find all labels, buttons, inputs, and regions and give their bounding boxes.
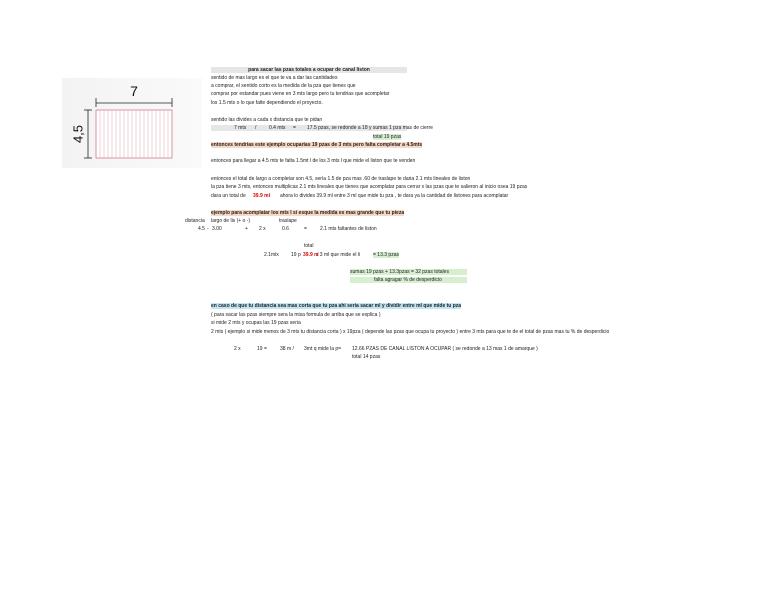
label-largo: largo de lis (+ o -) bbox=[211, 218, 251, 224]
line-11: la pza tiene 3 mts, entonces multiplicas 2.1 mts lineales que tienes que acomplatar para cerrar x las pzas que te salieron al inicio osea 19 pzas bbox=[211, 184, 528, 190]
ex-38: 38 m / bbox=[280, 346, 294, 352]
calc-result: 17.5 pzas, se redonde a 18 y sumas 1 pza mas de cierre bbox=[307, 125, 433, 131]
ex-result: 12.66 PZAS DE CANAL LISTON A OCUPAR ( se redonde a 13 mas 1 de amarque ) bbox=[352, 346, 538, 352]
line-12a: dara un total de bbox=[211, 193, 246, 199]
line-9: entonces para llegar a 4.5 mts te falta 1.5mt l de los 3 mts l que mide el liston que te venden bbox=[211, 158, 416, 164]
line-21: ( para sacar las pzas siempre sera la misa formula de arriba que se explica ) bbox=[211, 312, 381, 318]
calc-spacing: 0.4 mts bbox=[269, 125, 286, 131]
sum-line: sumas 19 pzas + 13.3pzas = 32 pzas totales bbox=[350, 269, 467, 275]
ex-3mt: 3mt q mide la p= bbox=[304, 346, 342, 352]
val-traslape: 0.6 bbox=[282, 226, 289, 232]
line-23: 2 mts ( ejemplo si mide menos de 3 mts tu distancia corta ) x 19pza ( depende las pzas que ocupa tu proyecto ) entre 3 mts para que te de el total de pzas mas tu % de desperdicio bbox=[211, 329, 610, 335]
calc-div: / bbox=[255, 125, 257, 131]
calc-divide: / 3 ml que mide el li bbox=[317, 252, 361, 258]
line-13: ejemplo para acomplatar los mts l si esque la medida es mas grande que tu pieza bbox=[211, 210, 405, 216]
label-total: total bbox=[304, 243, 314, 249]
line-4: los 1.5 mts o lo que falte dependiendo el proyecto. bbox=[211, 100, 323, 106]
op-plus: + bbox=[245, 226, 248, 232]
line-10: entonces el total de largo a completar son 4.5, serìa 1.5 de pza mas .60 de traslape te daria 2.1 mts lineales de liston bbox=[211, 176, 471, 182]
line-22: si mide 2 mts y ocupas las 19 pzas seria bbox=[211, 320, 301, 326]
line-2: a comprar, el sentido corto es la medida de la pza que tienes que bbox=[211, 83, 356, 89]
label-distancia: distancia bbox=[185, 218, 205, 224]
line-1: sentido de mas largo es el que te va a dar las cantidades bbox=[211, 75, 338, 81]
calc-length: 7 mts bbox=[234, 125, 247, 131]
line-3: comprar por estandar pues viene en 3 mts largo pero tu tendrias que acompletar bbox=[211, 91, 390, 97]
panel-diagram bbox=[62, 78, 202, 168]
total-19: total 19 pzas bbox=[373, 134, 402, 140]
val-faltante: 2.1 mts faltantes de liston bbox=[320, 226, 377, 232]
line-8: entonces tendrias este ejemplo ocuparias 19 pzas de 3 mts pero falta completar a 4.5mts bbox=[211, 142, 423, 148]
width-label: 7 bbox=[130, 83, 138, 99]
val-largo: 3.00 bbox=[212, 226, 222, 232]
title: para sacar las pzas totales a ocupar de canal liston bbox=[211, 67, 407, 73]
calc-eq: = bbox=[293, 125, 296, 131]
line-12c: ahora lo divides 39.9 ml entre 3 ml que mide tu pza , te dara ya la cantidad de listones para acomplatar bbox=[280, 193, 509, 199]
ex-2x: 2 x bbox=[234, 346, 241, 352]
waste-note: falta agragar % de desperdicio bbox=[350, 277, 467, 283]
op-eq: = bbox=[304, 226, 307, 232]
line-12b: 39.9 ml bbox=[253, 193, 270, 199]
val-2x: 2 x bbox=[259, 226, 266, 232]
label-traslape: traslape bbox=[279, 218, 297, 224]
ex-19: 19 = bbox=[257, 346, 267, 352]
calc-ml: 2.1mlx bbox=[264, 252, 279, 258]
calc-result-13: = 13.3 pzas bbox=[373, 252, 399, 258]
total-14: total 14 pzas bbox=[352, 354, 381, 360]
panel-rectangle bbox=[96, 110, 172, 158]
val-distance: 4.5 bbox=[198, 226, 205, 232]
calc-total-ml: 39.9 m bbox=[303, 252, 319, 258]
line-5: sentido las divides a cada x distancia que te pidan bbox=[211, 117, 323, 123]
op-minus: - bbox=[207, 226, 209, 232]
line-20: en caso de que tu distancia sea mas corta que tu pza ahi seria sacar ml y dividir entre ml que mide tu pza bbox=[211, 303, 462, 309]
calc-pzas: 19 p bbox=[291, 252, 301, 258]
height-label: 4,5 bbox=[70, 124, 86, 144]
